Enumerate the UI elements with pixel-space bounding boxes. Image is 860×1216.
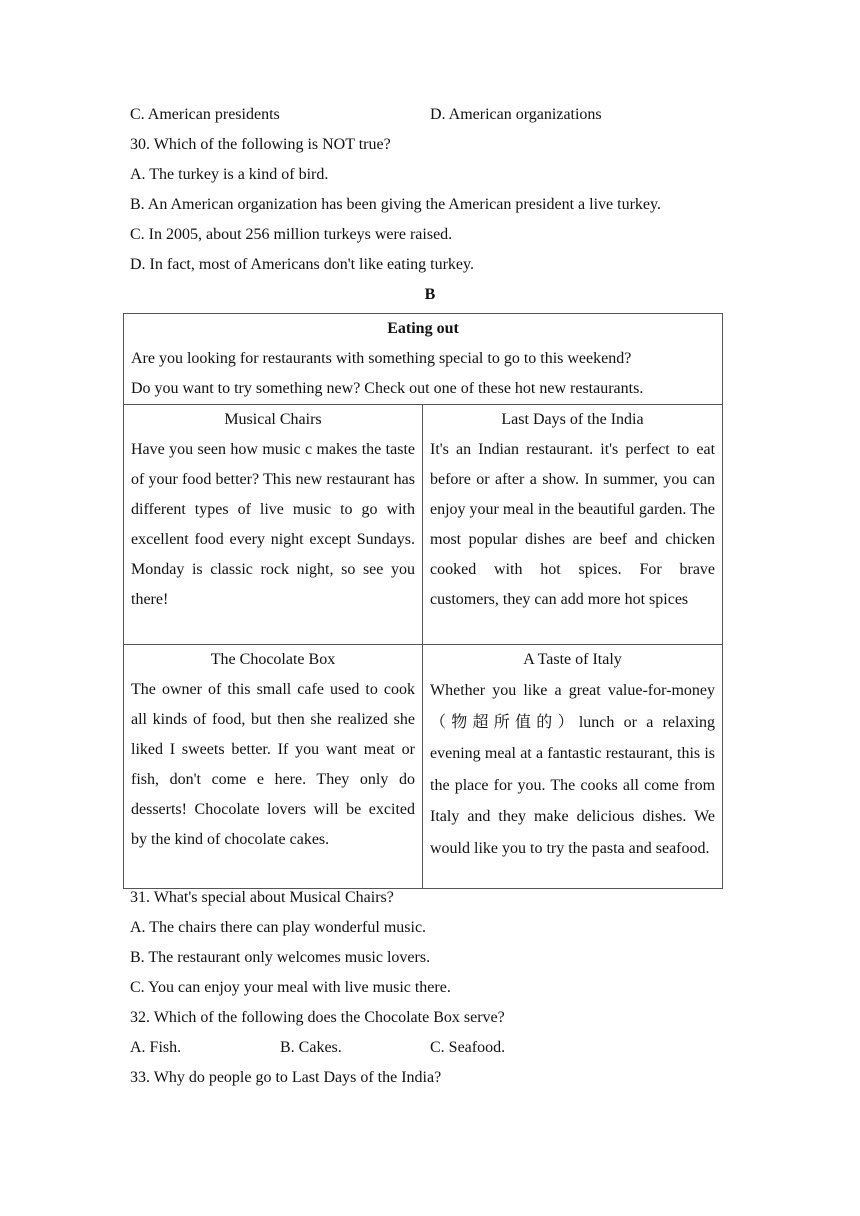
ad-row-1 bbox=[124, 405, 723, 645]
ad-row-2 bbox=[124, 645, 723, 889]
q30-question: 30. Which of the following is NOT true? bbox=[130, 136, 391, 153]
q33-question: 33. Why do people go to Last Days of the India? bbox=[130, 1069, 442, 1086]
restaurant-cell-a-taste-of-italy bbox=[423, 645, 723, 889]
q29-option-d: D. American organizations bbox=[430, 106, 602, 123]
q30-option-d: D. In fact, most of Americans don't like eating turkey. bbox=[130, 256, 474, 273]
q32-option-c: C. Seafood. bbox=[430, 1039, 506, 1056]
ad-header-row bbox=[124, 314, 723, 405]
q31-option-a: A. The chairs there can play wonderful music. bbox=[130, 919, 427, 936]
ad-intro-line-2: Do you want to try something new? Check out one of these hot new restaurants. bbox=[131, 380, 644, 397]
q32-option-b: B. Cakes. bbox=[280, 1039, 342, 1056]
q30-option-a: A. The turkey is a kind of bird. bbox=[130, 166, 329, 183]
restaurant-name: A Taste of Italy bbox=[523, 651, 622, 668]
q31-option-b: B. The restaurant only welcomes music lovers. bbox=[130, 949, 431, 966]
restaurant-cell-musical-chairs bbox=[124, 405, 423, 645]
restaurant-description: Have you seen how music c makes the taste of your food better? This new restaurant has different types of live music to go with excellent food every night except Sundays. Monday is classic rock night, so see you there! bbox=[131, 441, 415, 608]
restaurant-description: Whether you like a great value-for-money（物超所值的）lunch or a relaxing evening meal at a fantastic restaurant, this is the place for you. The cooks all come from Italy and they make delicious dishes. We would like you to try the pasta and seafood. bbox=[430, 682, 716, 857]
q32-options-row bbox=[130, 1033, 730, 1063]
restaurant-name: The Chocolate Box bbox=[210, 651, 336, 668]
restaurant-description: The owner of this small cafe used to cook all kinds of food, but then she realized she liked I sweets better. If you want meat or fish, don't come e here. They only do desserts! Chocolate lovers will be excited by the kind of chocolate cakes. bbox=[131, 681, 415, 848]
ad-header-cell bbox=[124, 314, 723, 405]
restaurant-cell-last-days-of-the-india bbox=[423, 405, 723, 645]
ad-title: Eating out bbox=[387, 320, 459, 337]
q29-options-row bbox=[130, 100, 602, 130]
restaurant-description: It's an Indian restaurant. it's perfect to eat before or after a show. In summer, you can enjoy your meal in the beautiful garden. The most popular dishes are beef and chicken cooked with hot spices. For brave customers, they can add more hot spices bbox=[430, 441, 716, 608]
section-b-heading: B bbox=[424, 286, 436, 303]
q30-option-b: B. An American organization has been giving the American president a live turkey. bbox=[130, 196, 661, 213]
q29-option-c: C. American presidents bbox=[130, 106, 280, 123]
q31-option-c: C. You can enjoy your meal with live music there. bbox=[130, 979, 451, 996]
q30-option-c: C. In 2005, about 256 million turkeys were raised. bbox=[130, 226, 453, 243]
ad-intro-line-1: Are you looking for restaurants with something special to go to this weekend? bbox=[131, 350, 632, 367]
q32-question: 32. Which of the following does the Chocolate Box serve? bbox=[130, 1009, 505, 1026]
q32-option-a: A. Fish. bbox=[130, 1039, 182, 1056]
q31-question: 31. What's special about Musical Chairs? bbox=[130, 889, 394, 906]
restaurant-name: Musical Chairs bbox=[224, 411, 322, 428]
restaurant-cell-the-chocolate-box bbox=[124, 645, 423, 889]
restaurant-ad-table bbox=[123, 313, 723, 889]
restaurant-name: Last Days of the India bbox=[501, 411, 644, 428]
